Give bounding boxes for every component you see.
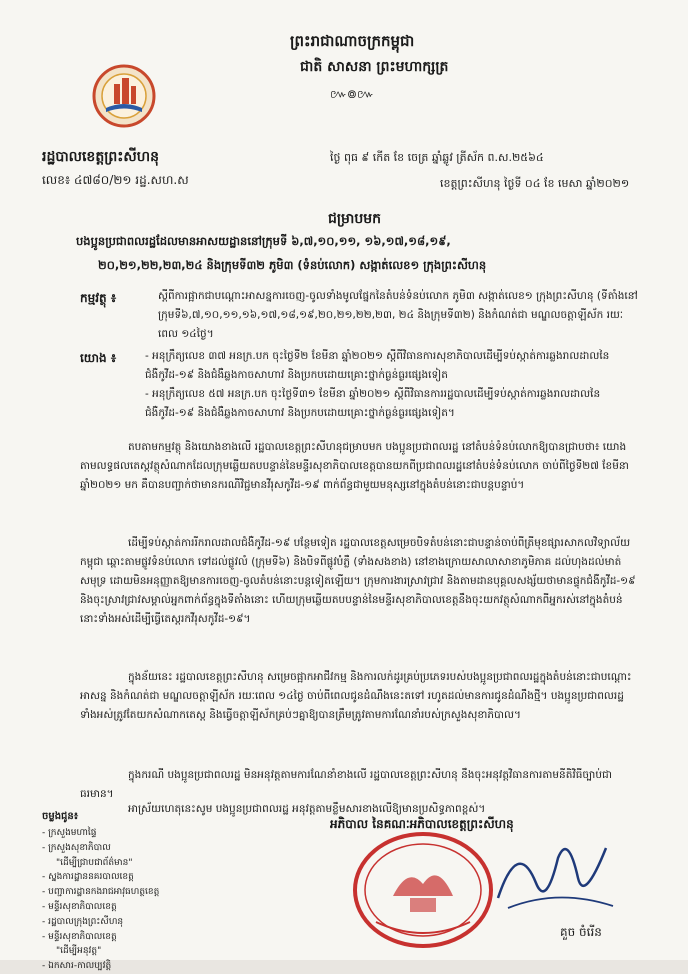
cc-list: [42, 826, 192, 974]
provincial-emblem-icon: [92, 64, 156, 128]
reference-item: - អនុក្រឹត្យលេខ ៣៧ អនក្រ.បក ចុះថ្ងៃទី២ ខែមីនា ឆ្នាំ២០២១ ស្តីពីវិធានការសុខាភិបាលដើម្បីទប់ស្កាត់ការឆ្លងរាលដាលនៃជំងឺកូវីដ-១៩ និងជំងឺឆ្លងកាចសាហាវ និងប្រកបដោយគ្រោះថ្នាក់ធ្ងន់ធ្ងរផ្សេងទៀត: [145, 350, 610, 381]
cc-item: - ស្នងការដ្ឋាននគរបាលខេត្ត: [42, 872, 134, 883]
reference-list: [145, 347, 638, 437]
paragraph-4: ក្នុងករណី បងប្អូនប្រជាពលរដ្ឋ មិនអនុវត្តតាមការណែនាំខាងលើ រដ្ឋបាលខេត្តព្រះសីហនុ នឹងចុះអនុវត្តវិធានការតាមនីតិវិធីច្បាប់ជាធរមាន។: [80, 769, 613, 800]
addressee-line-1: បងប្អូនប្រជាពលរដ្ឋដែលមានអាសយដ្ឋាននៅក្រុមទី ៦,៧,១០,១១, ១៦,១៧,១៨,១៩,: [76, 234, 451, 248]
cc-title: ចម្លងជូន៖: [42, 811, 79, 822]
header-ornament: ៚៙៚: [330, 87, 374, 101]
kingdom-header: ព្រះរាជាណាចក្រកម្ពុជា: [290, 32, 415, 50]
addressee-line-2: ២០,២១,២២,២៣,២៤ និងក្រុមទី៣២ ភូមិ៣ (ទំនប់លោក) សង្កាត់លេខ១ ក្រុងព្រះសីហនុ: [98, 258, 487, 272]
reference-number-label: លេខ៖: [42, 173, 71, 187]
reference-number-value: ៤៧៨០/២១ រដ្ឋ.សហ.ស: [73, 173, 189, 187]
cc-item: "ដើម្បីអនុវត្ត": [56, 946, 102, 957]
announcement-title: ជម្រាបមក: [328, 211, 382, 227]
lunar-date: ថ្ងៃ ពុធ ៩ កើត ខែ ចេត្រ ឆ្នាំឆ្លូវ ត្រីស័ក ព.ស.២៥៦៤: [330, 151, 544, 164]
signature-icon: [488, 828, 618, 928]
paragraph-1: តបតាមកម្មវត្ថុ និងយោងខាងលើ រដ្ឋបាលខេត្តព្រះសីហនុជម្រាបមក បងប្អូនប្រជាពលរដ្ឋ នៅតំបន់ទំនប់លោកឱ្យបានជ្រាបថា៖ យោងតាមលទ្ធផលតេស្តវត្ថុសំណាកដែលក្រុមឆ្លើយតបបន្ទាន់នៃមន្ទីរសុខាភិបាលខេត្តបានយកពីប្រជាពលរដ្ឋនៅតំបន់ទំនប់លោក ចាប់ពីថ្ងៃទី២៧ ខែមីនា ឆ្នាំ២០២១ មក គឺបានបញ្ជាក់ថាមានករណីវិជ្ជមានវីរុសកូវីដ-១៩ ពាក់ព័ន្ធជាមួយមនុស្សនៅក្នុងតំបន់នោះជាបន្តបន្ទាប់។: [80, 441, 629, 491]
signatory-title: អភិបាល នៃគណៈអភិបាលខេត្តព្រះសីហនុ: [330, 817, 514, 831]
reference-label: យោង ៖: [80, 351, 117, 365]
cc-item: "ដើម្បីជ្រាបជាព័ត៌មាន": [56, 857, 133, 868]
cc-item: - បញ្ជាការដ្ឋានកងរាជអាវុធហត្ថខេត្ត: [42, 887, 160, 898]
reference-item: - អនុក្រឹត្យលេខ ៥៧ អនក្រ.បក ចុះថ្ងៃទី៣១ ខែមីនា ឆ្នាំ២០២១ ស្តីពីវិធានការរដ្ឋបាលដើម្បីទប់ស្កាត់ការឆ្លងរាលដាលនៃជំងឺកូវីដ-១៩ និងជំងឺឆ្លងកាចសាហាវ និងប្រកបដោយគ្រោះថ្នាក់ធ្ងន់ធ្ងរផ្សេងទៀត។: [145, 388, 601, 419]
paragraph-5: អាស្រ័យហេតុនេះសូម បងប្អូនប្រជាពលរដ្ឋ អនុវត្តតាមខ្លឹមសារខាងលើឱ្យមានប្រសិទ្ធភាពខ្ពស់។: [128, 803, 486, 815]
subject-text: ស្តីពីការផ្អាកជាបណ្តោះអាសន្នការចេញ-ចូលទាំងមូលផ្នែកនៃតំបន់ទំនប់លោក ភូមិ៣ សង្កាត់លេខ១ ក្រុងព្រះសីហនុ (ទីតាំងនៅក្រុមទី៦,៧,១០,១១,១៦,១៧,១៨,១៩,២០,២១,២២,២៣, ២៤ និងក្រុមទី៣២) និងកំណត់ជា មណ្ឌលចត្តាឡីស័ក រយៈពេល ១៤ថ្ងៃ។: [158, 290, 638, 340]
motto-header: ជាតិ សាសនា ព្រះមហាក្សត្រ: [300, 59, 449, 75]
official-stamp-icon: [348, 826, 498, 951]
cc-item: - មន្ទីរសុខាភិបាលខេត្ត: [42, 901, 117, 912]
cc-item: - ក្រសួងសុខាភិបាល: [42, 842, 111, 853]
paragraph-3: ក្នុងន័យនេះ រដ្ឋបាលខេត្តព្រះសីហនុ សម្រេចផ្អាកអាជីវកម្ម និងការលក់ដូរគ្រប់ប្រភេទរបស់បងប្អូនប្រជាពលរដ្ឋក្នុងតំបន់នោះជាបណ្តោះអាសន្ន និងកំណត់ជា មណ្ឌលចត្តាឡីស័ក រយៈពេល ១៤ថ្ងៃ ចាប់ពីពេលជូនដំណឹងនេះតទៅ រហូតដល់មានការជូនដំណឹងថ្មី។ បងប្អូនប្រជាពលរដ្ឋទាំងអស់ត្រូវតែយកសំណាកតេស្ត និងធ្វើចត្តាឡីស័កគ្រប់ៗគ្នាឱ្យបានត្រឹមត្រូវតាមការណែនាំរបស់ក្រសួងសុខាភិបាល។: [80, 671, 632, 721]
cc-item: - មន្ទីរសុខាភិបាលខេត្ត: [42, 931, 117, 942]
issue-date: ខេត្តព្រះសីហនុ ថ្ងៃទី ០៤ ខែ មេសា ឆ្នាំ២០២១: [440, 177, 630, 190]
signatory-name: គួច ចំរើន: [560, 925, 602, 939]
reference-number: [42, 174, 189, 186]
subject-label: កម្មវត្ថុ ៖: [80, 291, 117, 305]
paragraph-2: ដើម្បីទប់ស្កាត់ការរីករាលដាលជំងឺកូវីដ-១៩ បន្ថែមទៀត រដ្ឋបាលខេត្តសម្រេចបិទតំបន់នោះជាបន្ទាន់ចាប់ពីត្រីមុខផ្សារសាកលវិទ្យាល័យកម្ពុជា ឆ្ពោះតាមផ្លូវទំនប់លោក ទៅដល់ផ្លូវលំ (ក្រុមទី៦) និងបិទពីផ្លូវបំភ្លឺ (ទាំងសងខាង) នៅខាងក្រោយសាលាសាខាភូមិភាគ ដល់ហុងដល់មាត់សមុទ្រ ដោយមិនអនុញ្ញាតឱ្យមានការចេញ-ចូលតំបន់នោះបន្តទៀតឡើយ។ ក្រុមការងារស្រាវជ្រាវ និងតាមដានបុគ្គលសង្ស័យថាមានផ្ទុកជំងឺកូវីដ-១៩ និងចុះស្រាវជ្រាវសម្គាល់អ្នកពាក់ព័ន្ធក្នុងទីតាំងនោះ ហើយក្រុមឆ្លើយតបបន្ទាន់នៃមន្ទីរសុខាភិបាលខេត្តនឹងចុះយកវត្ថុសំណាកពីអ្នករស់នៅក្នុងតំបន់នោះទាំងអស់ដើម្បីធ្វើតេស្តរកវីរុសកូវីដ-១៩។: [80, 537, 636, 625]
cc-item: - ក្រសួងមហាផ្ទៃ: [42, 828, 97, 838]
cc-item: - ឯកសារ-កាលប្បវត្តិ: [42, 961, 112, 972]
sender-office: រដ្ឋបាលខេត្តព្រះសីហនុ: [42, 149, 159, 165]
cc-item: - រដ្ឋបាលក្រុងព្រះសីហនុ: [42, 916, 124, 927]
